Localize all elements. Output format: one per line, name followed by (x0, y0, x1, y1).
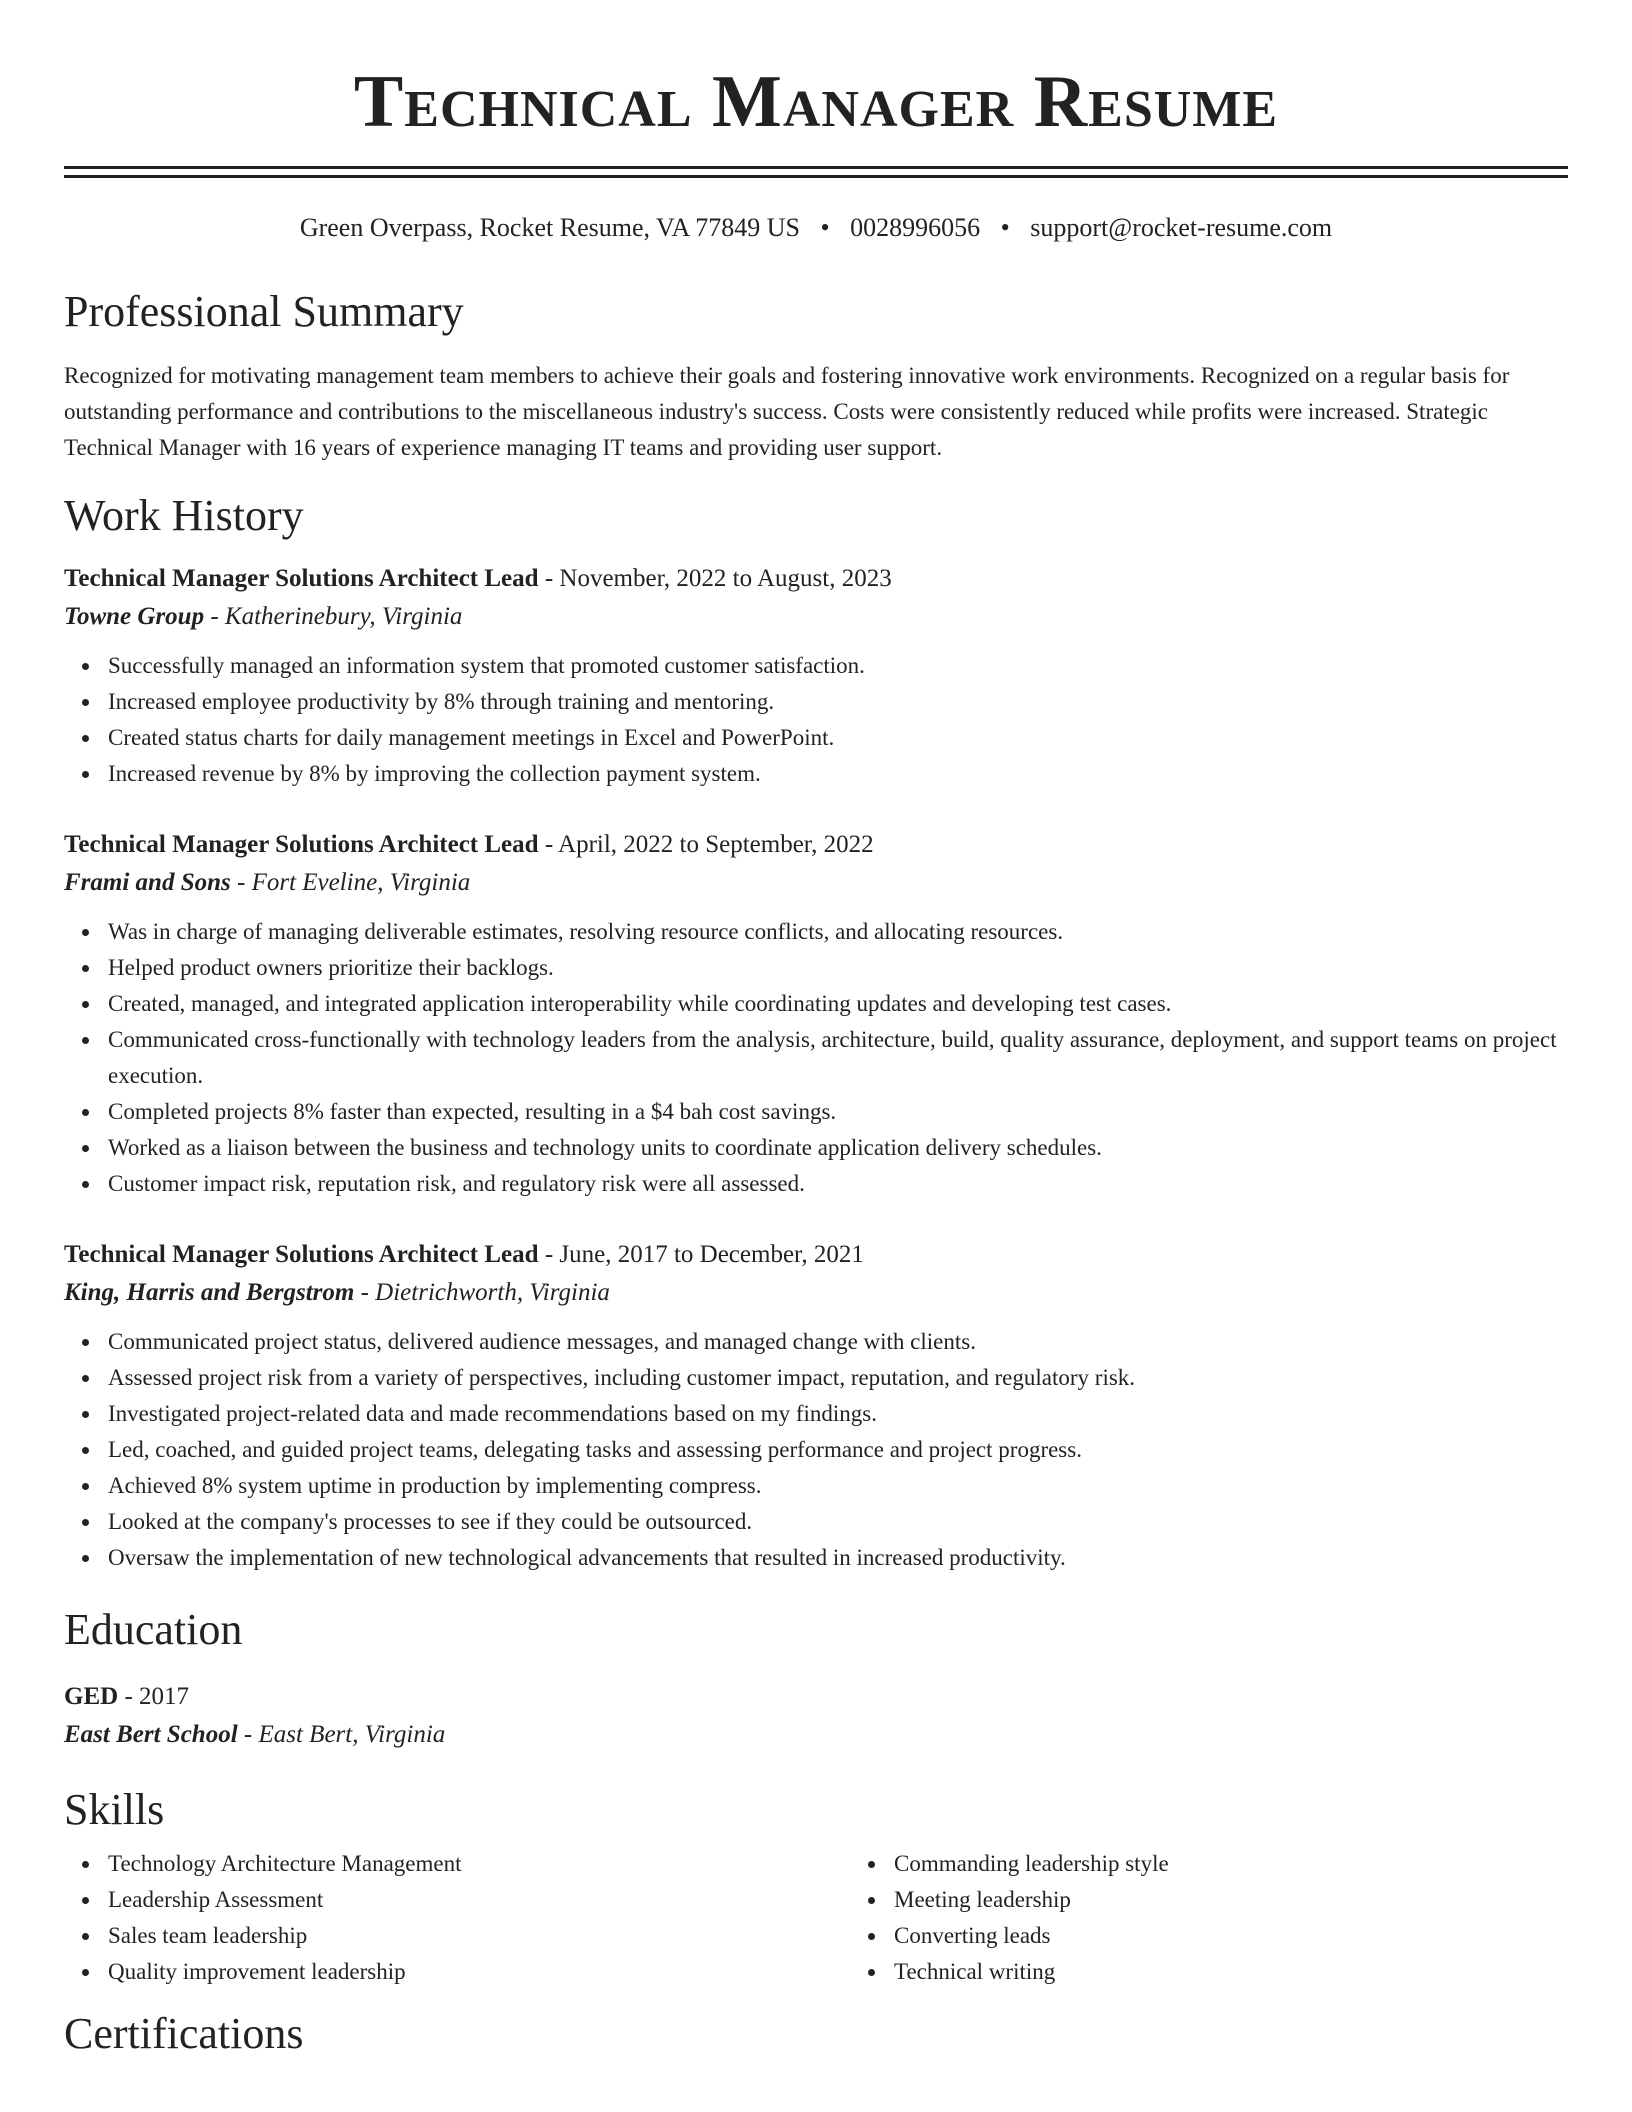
skill-item: Meeting leadership (894, 1882, 1594, 1918)
education-school: East Bert School (64, 1721, 238, 1748)
list-item: Completed projects 8% faster than expected, resulting in a $4 bah cost savings. (108, 1094, 1568, 1130)
contact-address: Green Overpass, Rocket Resume, VA 77849 US (299, 213, 801, 242)
job-dates: - June, 2017 to December, 2021 (538, 1241, 864, 1268)
skill-item: Sales team leadership (108, 1918, 808, 1954)
page-title: Technical Manager Resume (353, 61, 1279, 143)
contact-separator: • (1000, 213, 1010, 242)
job-role: Technical Manager Solutions Architect Lead (64, 565, 539, 592)
work-history-heading: Work History (64, 491, 304, 540)
job-entry (64, 826, 1568, 1202)
summary-text: Recognized for motivating management team members to achieve their goals and fostering innovative work environments. Recognized on a regular basis for outstanding performance and contributions to the miscellaneous industry's success. Costs were consistently reduced while profits were increased. Strategic Technical Manager with 16 years of experience managing IT teams and providing user support. (64, 363, 1510, 460)
skill-item: Technical writing (894, 1954, 1594, 1990)
list-item: Led, coached, and guided project teams, delegating tasks and assessing performance and project progress. (108, 1432, 1568, 1468)
job-company: Frami and Sons (64, 869, 231, 896)
list-item: Oversaw the implementation of new technological advancements that resulted in increased productivity. (108, 1540, 1568, 1576)
education-degree: GED (64, 1683, 119, 1710)
job-title-line (64, 826, 1568, 864)
skill-item: Leadership Assessment (108, 1882, 808, 1918)
job-entry (64, 560, 1568, 792)
skills-heading: Skills (64, 1785, 165, 1834)
skills-list-right (850, 1846, 1594, 1990)
list-item: Created status charts for daily management meetings in Excel and PowerPoint. (108, 720, 1568, 756)
education-school-line (64, 1716, 1568, 1754)
skill-item: Quality improvement leadership (108, 1954, 808, 1990)
job-location: - Katherinebury, Virginia (204, 603, 463, 630)
skill-item: Commanding leadership style (894, 1846, 1594, 1882)
job-bullets (64, 648, 1568, 792)
job-role: Technical Manager Solutions Architect Lead (64, 831, 539, 858)
job-title-line (64, 1236, 1568, 1274)
job-location: - Dietrichworth, Virginia (354, 1279, 610, 1306)
list-item: Communicated cross-functionally with technology leaders from the analysis, architecture, build, quality assurance, deployment, and support teams on project execution. (108, 1022, 1568, 1094)
list-item: Successfully managed an information system that promoted customer satisfaction. (108, 648, 1568, 684)
list-item: Created, managed, and integrated application interoperability while coordinating updates and developing test cases. (108, 986, 1568, 1022)
job-company-line (64, 598, 1568, 636)
job-entry (64, 1236, 1568, 1576)
list-item: Looked at the company's processes to see if they could be outsourced. (108, 1504, 1568, 1540)
resume-page (64, 0, 1568, 2060)
list-item: Achieved 8% system uptime in production by implementing compress. (108, 1468, 1568, 1504)
job-bullets (64, 1324, 1568, 1576)
contact-email: support@rocket-resume.com (1030, 213, 1333, 242)
title-divider-top (64, 166, 1568, 169)
education-year: - 2017 (118, 1683, 190, 1710)
education-degree-line (64, 1678, 1568, 1716)
list-item: Investigated project-related data and made recommendations based on my findings. (108, 1396, 1568, 1432)
skills-list-left (64, 1846, 808, 1990)
skill-item: Technology Architecture Management (108, 1846, 808, 1882)
title-divider-bottom (64, 175, 1568, 178)
job-role: Technical Manager Solutions Architect Lead (64, 1241, 539, 1268)
certifications-heading: Certifications (64, 2009, 304, 2058)
list-item: Increased employee productivity by 8% through training and mentoring. (108, 684, 1568, 720)
job-company-line (64, 1274, 1568, 1312)
list-item: Increased revenue by 8% by improving the collection payment system. (108, 756, 1568, 792)
job-company-line (64, 864, 1568, 902)
job-dates: - April, 2022 to September, 2022 (538, 831, 874, 858)
list-item: Assessed project risk from a variety of perspectives, including customer impact, reputation, and regulatory risk. (108, 1360, 1568, 1396)
job-company: Towne Group (64, 603, 205, 630)
skills-grid (64, 1846, 1568, 1990)
list-item: Customer impact risk, reputation risk, and regulatory risk were all assessed. (108, 1166, 1568, 1202)
job-title-line (64, 560, 1568, 598)
summary-heading: Professional Summary (64, 287, 464, 336)
education-entry (64, 1678, 1568, 1754)
list-item: Worked as a liaison between the business and technology units to coordinate application delivery schedules. (108, 1130, 1568, 1166)
contact-line (64, 212, 1568, 244)
job-company: King, Harris and Bergstrom (64, 1279, 355, 1306)
skill-item: Converting leads (894, 1918, 1594, 1954)
education-heading: Education (64, 1605, 243, 1654)
list-item: Was in charge of managing deliverable estimates, resolving resource conflicts, and allocating resources. (108, 914, 1568, 950)
education-location: - East Bert, Virginia (237, 1721, 446, 1748)
list-item: Helped product owners prioritize their backlogs. (108, 950, 1568, 986)
job-bullets (64, 914, 1568, 1202)
job-location: - Fort Eveline, Virginia (230, 869, 471, 896)
job-dates: - November, 2022 to August, 2023 (538, 565, 892, 592)
contact-phone: 0028996056 (850, 213, 981, 242)
list-item: Communicated project status, delivered audience messages, and managed change with clients. (108, 1324, 1568, 1360)
contact-separator: • (820, 213, 830, 242)
